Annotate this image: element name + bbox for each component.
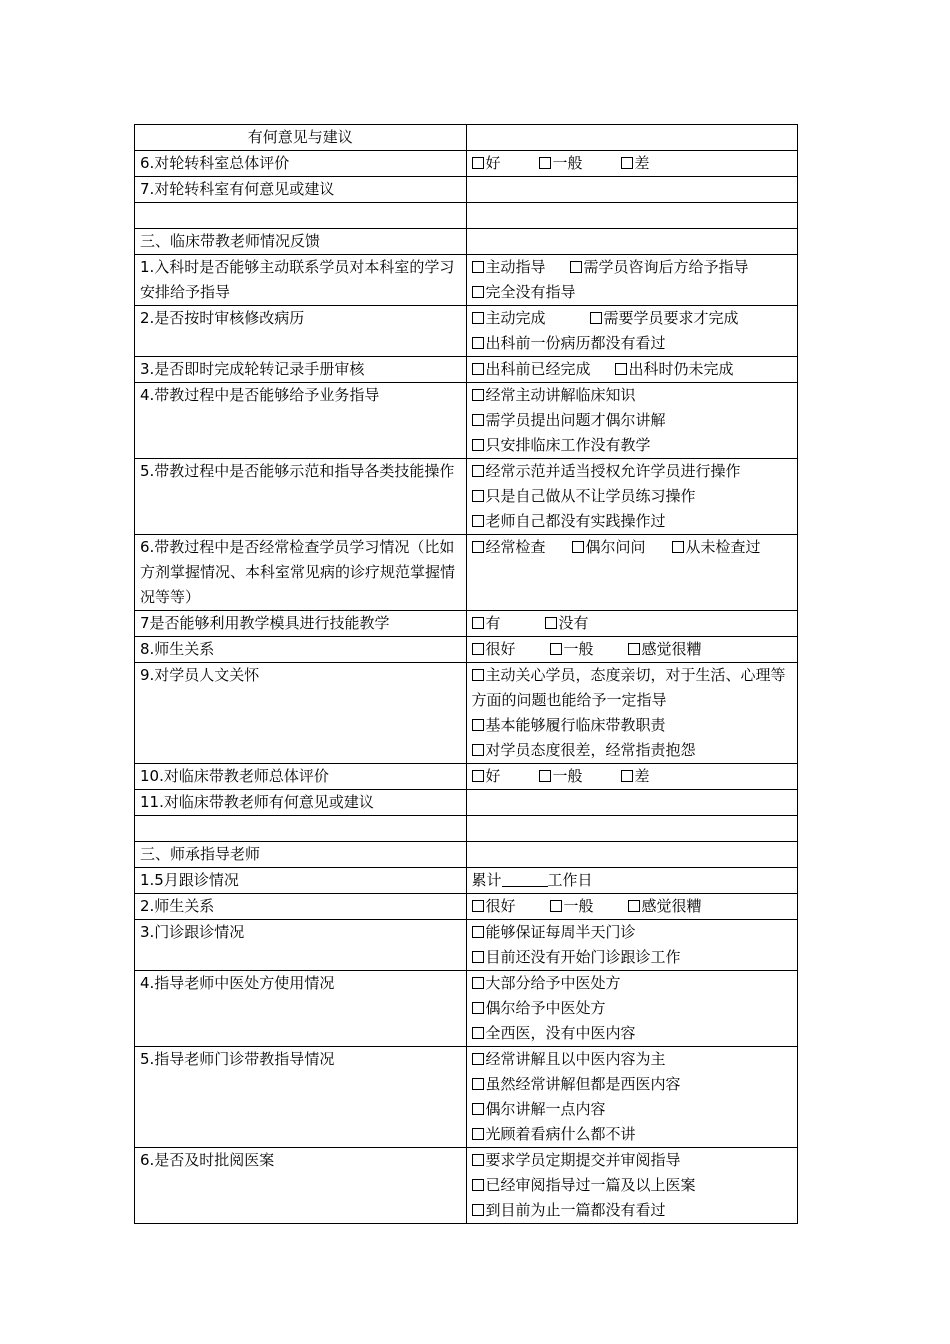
question-text: 3.是否即时完成轮转记录手册审核 — [140, 360, 365, 378]
question-cell — [135, 971, 467, 1047]
form-row — [135, 357, 798, 383]
option-label: 从未检查过 — [685, 538, 761, 556]
option-label: 没有 — [558, 614, 589, 632]
option-label: 经常主动讲解临床知识 — [485, 386, 636, 404]
checkbox-icon[interactable] — [472, 643, 484, 655]
empty-cell — [466, 203, 798, 229]
answer-cell — [466, 383, 798, 459]
checkbox-icon[interactable] — [615, 363, 627, 375]
option-choice[interactable] — [472, 1201, 666, 1219]
checkbox-icon[interactable] — [472, 490, 484, 502]
checkbox-icon[interactable] — [472, 1027, 484, 1039]
question-text: 4.带教过程中是否能够给予业务指导 — [140, 386, 380, 404]
question-cell — [135, 1148, 467, 1224]
option-label: 经常讲解且以中医内容为主 — [485, 1050, 666, 1068]
option-line — [472, 945, 793, 970]
checkbox-icon[interactable] — [472, 744, 484, 756]
checkbox-icon[interactable] — [545, 617, 557, 629]
option-choice[interactable] — [472, 357, 591, 382]
option-label: 需要学员要求才完成 — [603, 309, 739, 327]
question-text: 3.门诊跟诊情况 — [140, 923, 245, 941]
option-choice[interactable] — [472, 1151, 681, 1169]
checkbox-icon[interactable] — [550, 900, 562, 912]
form-row — [135, 306, 798, 357]
question-text: 6.带教过程中是否经常检查学员学习情况（比如方剂掌握情况、本科室常见病的诊疗规范掌握情况等等） — [140, 538, 456, 606]
option-label: 感觉很糟 — [641, 897, 702, 915]
answer-cell — [466, 1047, 798, 1148]
form-row — [135, 764, 798, 790]
option-choice[interactable] — [472, 1176, 696, 1194]
form-row — [135, 894, 798, 920]
option-label: 差 — [634, 767, 650, 785]
option-line — [472, 509, 793, 534]
checkbox-icon[interactable] — [472, 770, 484, 782]
checkbox-icon[interactable] — [472, 951, 484, 963]
option-line — [472, 1122, 793, 1147]
option-label: 有 — [485, 614, 501, 632]
question-text: 9.对学员人文关怀 — [140, 666, 260, 684]
option-label: 好 — [485, 154, 501, 172]
option-label: 完全没有指导 — [485, 283, 576, 301]
option-label: 主动关心学员，态度亲切，对于生活、心理等方面的问题也能给予一定指导 — [471, 666, 786, 709]
option-line — [472, 920, 793, 945]
empty-cell — [135, 203, 467, 229]
option-line — [472, 535, 793, 560]
checkbox-icon[interactable] — [570, 261, 582, 273]
checkbox-icon[interactable] — [472, 617, 484, 629]
question-cell — [135, 459, 467, 535]
question-cell — [135, 920, 467, 971]
option-label: 主动指导 — [485, 258, 546, 276]
form-row — [135, 177, 798, 203]
form-row — [135, 842, 798, 868]
question-cell — [135, 611, 467, 637]
option-label: 一般 — [563, 897, 594, 915]
option-label: 差 — [634, 154, 650, 172]
form-row — [135, 920, 798, 971]
answer-cell — [466, 920, 798, 971]
form-row — [135, 868, 798, 894]
option-label: 主动完成 — [485, 309, 546, 327]
answer-cell — [466, 125, 798, 151]
option-line — [472, 1021, 793, 1046]
answer-cell — [466, 151, 798, 177]
option-choice[interactable] — [472, 894, 516, 919]
option-line — [472, 357, 793, 382]
option-choice[interactable] — [472, 1024, 636, 1042]
option-choice[interactable] — [572, 535, 646, 560]
question-cell — [135, 790, 467, 816]
question-cell — [135, 229, 467, 255]
option-label: 目前还没有开始门诊跟诊工作 — [485, 948, 681, 966]
checkbox-icon[interactable] — [472, 541, 484, 553]
option-line — [472, 484, 793, 509]
answer-cell — [466, 842, 798, 868]
option-line — [472, 280, 793, 305]
form-row — [135, 459, 798, 535]
option-label: 只是自己做从不让学员练习操作 — [485, 487, 696, 505]
option-line — [472, 996, 793, 1021]
empty-cell — [135, 816, 467, 842]
option-label: 大部分给予中医处方 — [485, 974, 621, 992]
option-line — [472, 408, 793, 433]
accumulated-days — [472, 868, 793, 893]
option-line — [472, 663, 793, 713]
option-label: 已经审阅指导过一篇及以上医案 — [485, 1176, 696, 1194]
form-row — [135, 637, 798, 663]
option-label: 偶尔给予中医处方 — [485, 999, 606, 1017]
option-choice[interactable] — [472, 436, 651, 454]
checkbox-icon[interactable] — [472, 977, 484, 989]
checkbox-icon[interactable] — [472, 389, 484, 401]
option-line — [472, 459, 793, 484]
option-label: 很好 — [485, 897, 516, 915]
option-line — [472, 306, 793, 331]
checkbox-icon[interactable] — [472, 900, 484, 912]
option-choice[interactable] — [545, 611, 589, 636]
option-label: 出科前已经完成 — [485, 360, 591, 378]
option-label: 一般 — [563, 640, 594, 658]
checkbox-icon[interactable] — [472, 414, 484, 426]
question-text: 7.对轮转科室有何意见或建议 — [140, 180, 335, 198]
option-label: 虽然经常讲解但都是西医内容 — [485, 1075, 681, 1093]
option-choice[interactable] — [472, 411, 666, 429]
accum-suffix: 工作日 — [547, 871, 593, 889]
option-line — [472, 611, 793, 636]
question-cell — [135, 764, 467, 790]
accum-prefix: 累计 — [471, 871, 502, 889]
answer-cell — [466, 894, 798, 920]
question-text: 2.是否按时审核修改病历 — [140, 309, 305, 327]
checkbox-icon[interactable] — [472, 719, 484, 731]
days-blank-field[interactable] — [502, 872, 548, 887]
option-line — [472, 383, 793, 408]
option-choice[interactable] — [539, 151, 583, 176]
checkbox-icon[interactable] — [472, 157, 484, 169]
option-choice[interactable] — [621, 151, 650, 176]
option-label: 偶尔讲解一点内容 — [485, 1100, 606, 1118]
option-choice[interactable] — [621, 764, 650, 789]
option-choice[interactable] — [472, 331, 666, 356]
answer-cell — [466, 663, 798, 764]
option-label: 经常示范并适当授权允许学员进行操作 — [485, 462, 741, 480]
option-line — [472, 1173, 793, 1198]
option-line — [472, 738, 793, 763]
form-row — [135, 1148, 798, 1224]
option-line — [472, 894, 793, 919]
option-choice[interactable] — [472, 1050, 666, 1068]
option-choice[interactable] — [472, 487, 696, 505]
checkbox-icon[interactable] — [472, 1179, 484, 1191]
checkbox-icon[interactable] — [472, 1154, 484, 1166]
answer-cell — [466, 868, 798, 894]
option-label: 出科时仍未完成 — [628, 360, 734, 378]
question-text: 5.指导老师门诊带教指导情况 — [140, 1050, 335, 1068]
option-line — [472, 255, 793, 280]
option-choice[interactable] — [472, 999, 606, 1017]
question-cell — [135, 535, 467, 611]
option-line — [472, 433, 793, 458]
checkbox-icon[interactable] — [472, 669, 484, 681]
option-choice[interactable] — [615, 357, 734, 382]
answer-cell — [466, 229, 798, 255]
checkbox-icon[interactable] — [472, 1103, 484, 1115]
option-label: 一般 — [552, 767, 583, 785]
option-choice[interactable] — [472, 280, 576, 305]
form-row — [135, 151, 798, 177]
answer-cell — [466, 790, 798, 816]
option-choice[interactable] — [472, 666, 786, 709]
answer-cell — [466, 764, 798, 790]
checkbox-icon[interactable] — [621, 770, 633, 782]
option-choice[interactable] — [472, 512, 666, 530]
option-choice[interactable] — [472, 637, 516, 662]
option-choice[interactable] — [472, 1075, 681, 1093]
question-text: 11.对临床带教老师有何意见或建议 — [140, 793, 374, 811]
checkbox-icon[interactable] — [472, 286, 484, 298]
checkbox-icon[interactable] — [628, 643, 640, 655]
option-line — [472, 713, 793, 738]
checkbox-icon[interactable] — [472, 363, 484, 375]
option-label: 一般 — [552, 154, 583, 172]
checkbox-icon[interactable] — [572, 541, 584, 553]
question-cell — [135, 151, 467, 177]
option-line — [472, 637, 793, 662]
checkbox-icon[interactable] — [472, 439, 484, 451]
option-choice[interactable] — [472, 1100, 606, 1118]
question-text: 1.入科时是否能够主动联系学员对本科室的学习安排给予指导 — [140, 258, 455, 301]
form-body — [135, 125, 798, 1224]
question-cell — [135, 663, 467, 764]
checkbox-icon[interactable] — [621, 157, 633, 169]
answer-cell — [466, 177, 798, 203]
answer-cell — [466, 611, 798, 637]
answer-cell — [466, 306, 798, 357]
question-cell — [135, 868, 467, 894]
question-cell — [135, 894, 467, 920]
option-label: 需学员咨询后方给予指导 — [583, 258, 749, 276]
empty-cell — [466, 816, 798, 842]
question-cell — [135, 842, 467, 868]
question-text: 10.对临床带教老师总体评价 — [140, 767, 329, 785]
checkbox-icon[interactable] — [590, 312, 602, 324]
question-cell — [135, 306, 467, 357]
option-choice[interactable] — [472, 611, 501, 636]
checkbox-icon[interactable] — [628, 900, 640, 912]
question-text: 三、师承指导老师 — [140, 845, 261, 863]
question-text: 6.是否及时批阅医案 — [140, 1151, 275, 1169]
question-cell — [135, 177, 467, 203]
option-label: 需学员提出问题才偶尔讲解 — [485, 411, 666, 429]
question-cell — [135, 637, 467, 663]
option-choice[interactable] — [472, 764, 501, 789]
form-row — [135, 790, 798, 816]
checkbox-icon[interactable] — [472, 337, 484, 349]
form-row — [135, 125, 798, 151]
question-cell — [135, 1047, 467, 1148]
checkbox-icon[interactable] — [472, 926, 484, 938]
option-choice[interactable] — [472, 948, 681, 966]
checkbox-icon[interactable] — [472, 1204, 484, 1216]
option-choice[interactable] — [550, 894, 594, 919]
option-choice[interactable] — [472, 255, 546, 280]
checkbox-icon[interactable] — [472, 312, 484, 324]
answer-cell — [466, 255, 798, 306]
option-line — [472, 151, 793, 176]
answer-cell — [466, 459, 798, 535]
checkbox-icon[interactable] — [472, 1002, 484, 1014]
option-label: 能够保证每周半天门诊 — [485, 923, 636, 941]
option-line — [472, 1072, 793, 1097]
option-choice[interactable] — [472, 386, 636, 404]
option-label: 对学员态度很差，经常指责抱怨 — [485, 741, 696, 759]
answer-cell — [466, 637, 798, 663]
option-choice[interactable] — [539, 764, 583, 789]
option-line — [472, 1047, 793, 1072]
option-label: 全西医，没有中医内容 — [485, 1024, 636, 1042]
evaluation-form-table — [134, 124, 798, 1224]
option-choice[interactable] — [550, 637, 594, 662]
option-line — [472, 1198, 793, 1223]
form-row — [135, 255, 798, 306]
option-label: 很好 — [485, 640, 516, 658]
option-line — [472, 971, 793, 996]
option-choice[interactable] — [472, 462, 741, 480]
option-choice[interactable] — [570, 255, 749, 280]
option-choice[interactable] — [590, 306, 739, 331]
option-label: 光顾着看病什么都不讲 — [485, 1125, 636, 1143]
option-label: 偶尔问问 — [585, 538, 646, 556]
checkbox-icon[interactable] — [472, 515, 484, 527]
option-choice[interactable] — [472, 741, 696, 759]
question-text: 6.对轮转科室总体评价 — [140, 154, 290, 172]
form-row — [135, 203, 798, 229]
option-label: 只安排临床工作没有教学 — [485, 436, 651, 454]
form-row — [135, 971, 798, 1047]
form-row — [135, 611, 798, 637]
question-cell — [135, 357, 467, 383]
form-row — [135, 229, 798, 255]
option-choice[interactable] — [472, 923, 636, 941]
form-row — [135, 1047, 798, 1148]
form-row — [135, 816, 798, 842]
option-label: 老师自己都没有实践操作过 — [485, 512, 666, 530]
answer-cell — [466, 1148, 798, 1224]
question-text: 7是否能够利用教学模具进行技能教学 — [140, 614, 390, 632]
question-text: 2.师生关系 — [140, 897, 215, 915]
question-text: 8.师生关系 — [140, 640, 215, 658]
option-line — [472, 1148, 793, 1173]
answer-cell — [466, 357, 798, 383]
option-choice[interactable] — [628, 637, 702, 662]
question-text: 4.指导老师中医处方使用情况 — [140, 974, 335, 992]
question-cell — [135, 383, 467, 459]
option-line — [472, 1097, 793, 1122]
question-text: 三、临床带教老师情况反馈 — [140, 232, 321, 250]
option-label: 感觉很糟 — [641, 640, 702, 658]
checkbox-icon[interactable] — [472, 465, 484, 477]
option-choice[interactable] — [472, 1125, 636, 1143]
checkbox-icon[interactable] — [672, 541, 684, 553]
checkbox-icon[interactable] — [472, 1078, 484, 1090]
form-row — [135, 383, 798, 459]
form-row — [135, 663, 798, 764]
checkbox-icon[interactable] — [472, 261, 484, 273]
option-choice[interactable] — [472, 974, 621, 992]
option-label: 到目前为止一篇都没有看过 — [485, 1201, 666, 1219]
option-choice[interactable] — [672, 535, 761, 560]
question-cell — [135, 255, 467, 306]
checkbox-icon[interactable] — [550, 643, 562, 655]
question-text: 1.5月跟诊情况 — [140, 871, 239, 889]
option-label: 好 — [485, 767, 501, 785]
option-choice[interactable] — [472, 151, 501, 176]
option-choice[interactable] — [472, 716, 666, 734]
checkbox-icon[interactable] — [539, 770, 551, 782]
question-cell — [135, 125, 467, 151]
option-label: 经常检查 — [485, 538, 546, 556]
form-row — [135, 535, 798, 611]
answer-cell — [466, 971, 798, 1047]
checkbox-icon[interactable] — [472, 1053, 484, 1065]
option-label: 要求学员定期提交并审阅指导 — [485, 1151, 681, 1169]
option-choice[interactable] — [628, 894, 702, 919]
option-line — [472, 331, 793, 356]
checkbox-icon[interactable] — [472, 1128, 484, 1140]
question-text: 有何意见与建议 — [247, 128, 353, 146]
answer-cell — [466, 535, 798, 611]
option-line — [472, 764, 793, 789]
option-choice[interactable] — [472, 535, 546, 560]
option-choice[interactable] — [472, 306, 546, 331]
option-label: 基本能够履行临床带教职责 — [485, 716, 666, 734]
option-label: 出科前一份病历都没有看过 — [485, 334, 666, 352]
question-text: 5.带教过程中是否能够示范和指导各类技能操作 — [140, 462, 455, 480]
checkbox-icon[interactable] — [539, 157, 551, 169]
